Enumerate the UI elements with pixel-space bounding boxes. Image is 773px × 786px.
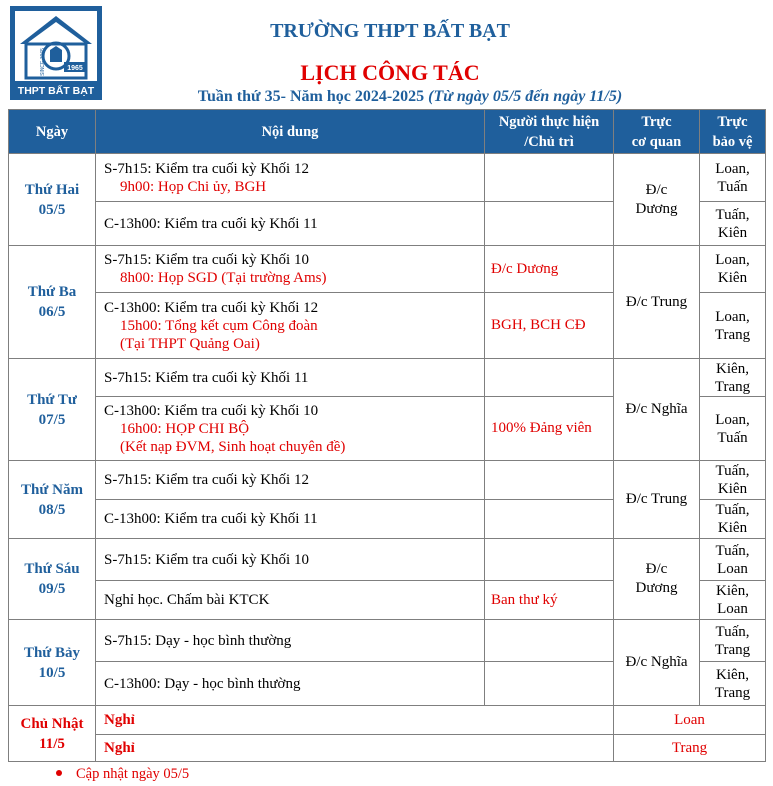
duty-cell: Loan bbox=[614, 706, 766, 735]
col-header-content: Nội dung bbox=[96, 110, 485, 154]
content-cell: S-7h15: Dạy - học bình thường bbox=[96, 620, 485, 662]
table-row bbox=[9, 246, 766, 293]
guard-cell: Loan, Trang bbox=[700, 293, 766, 359]
table-row bbox=[9, 461, 766, 500]
host-cell: BGH, BCH CĐ bbox=[485, 293, 614, 359]
duty-cell: Đ/c Dương bbox=[614, 154, 700, 246]
duty-cell: Đ/c Trung bbox=[614, 246, 700, 359]
host-cell bbox=[485, 154, 614, 202]
duty-cell: Trang bbox=[614, 735, 766, 762]
day-cell: Thứ Ba 06/5 bbox=[9, 246, 96, 359]
duty-cell: Đ/c Nghĩa bbox=[614, 359, 700, 461]
table-row bbox=[9, 735, 766, 762]
page-title: LỊCH CÔNG TÁC bbox=[300, 60, 480, 85]
content-cell: C-13h00: Kiểm tra cuối kỳ Khối 11 bbox=[96, 500, 485, 539]
guard-cell: Tuấn, Trang bbox=[700, 620, 766, 662]
duty-cell: Đ/c Dương bbox=[614, 539, 700, 620]
host-cell bbox=[485, 202, 614, 246]
guard-cell: Tuấn, Kiên bbox=[700, 202, 766, 246]
duty-cell: Đ/c Nghĩa bbox=[614, 620, 700, 706]
day-cell: Thứ Sáu 09/5 bbox=[9, 539, 96, 620]
content-cell: Nghỉ bbox=[96, 735, 614, 762]
table-row bbox=[9, 620, 766, 662]
col-header-duty: Trực cơ quan bbox=[614, 110, 700, 154]
guard-cell: Tuấn, Kiên bbox=[700, 500, 766, 539]
host-cell bbox=[485, 359, 614, 397]
guard-cell: Loan, Tuấn bbox=[700, 397, 766, 461]
day-cell: Thứ Hai 05/5 bbox=[9, 154, 96, 246]
week-subtitle bbox=[110, 88, 710, 106]
logo-year: 1965 bbox=[67, 65, 83, 72]
table-row bbox=[9, 539, 766, 581]
guard-cell: Loan, Tuấn bbox=[700, 154, 766, 202]
duty-cell: Đ/c Trung bbox=[614, 461, 700, 539]
day-cell: Thứ Năm 08/5 bbox=[9, 461, 96, 539]
host-cell: Ban thư ký bbox=[485, 581, 614, 620]
bullet-icon bbox=[56, 770, 62, 776]
host-cell bbox=[485, 620, 614, 662]
content-cell: S-7h15: Kiểm tra cuối kỳ Khối 10 bbox=[96, 539, 485, 581]
week-label: Tuần thứ 35- Năm học 2024-2025 bbox=[197, 88, 425, 105]
content-cell: C-13h00: Kiểm tra cuối kỳ Khối 12 15h00: Tổng kết cụm Công đoàn (Tại THPT Quảng Oai) bbox=[96, 293, 485, 359]
day-cell-sunday: Chủ Nhật 11/5 bbox=[9, 706, 96, 762]
update-note bbox=[56, 766, 189, 783]
logo-text: THPT BẤT BẠT bbox=[17, 85, 95, 97]
col-header-guard: Trực bảo vệ bbox=[700, 110, 766, 154]
content-cell: C-13h00: Kiểm tra cuối kỳ Khối 11 bbox=[96, 202, 485, 246]
table-header-row bbox=[9, 110, 766, 154]
update-note-text: Cập nhật ngày 05/5 bbox=[76, 766, 190, 782]
school-logo bbox=[10, 6, 102, 100]
host-cell: Đ/c Dương bbox=[485, 246, 614, 293]
host-cell bbox=[485, 461, 614, 500]
day-cell: Thứ Tư 07/5 bbox=[9, 359, 96, 461]
host-cell bbox=[485, 500, 614, 539]
guard-cell: Tuấn, Kiên bbox=[700, 461, 766, 500]
school-name: TRƯỜNG THPT BẤT BẠT bbox=[270, 20, 510, 42]
guard-cell: Kiên, Trang bbox=[700, 359, 766, 397]
content-cell: S-7h15: Kiểm tra cuối kỳ Khối 11 bbox=[96, 359, 485, 397]
content-cell: C-13h00: Dạy - học bình thường bbox=[96, 662, 485, 706]
date-range: (Từ ngày 05/5 đến ngày 11/5) bbox=[428, 88, 623, 105]
col-header-host: Người thực hiện /Chủ trì bbox=[485, 110, 614, 154]
guard-cell: Tuấn, Loan bbox=[700, 539, 766, 581]
guard-cell: Kiên, Trang bbox=[700, 662, 766, 706]
logo-since: SINCE 1965 bbox=[40, 48, 46, 76]
guard-cell: Kiên, Loan bbox=[700, 581, 766, 620]
day-cell: Thứ Bảy 10/5 bbox=[9, 620, 96, 706]
host-cell: 100% Đảng viên bbox=[485, 397, 614, 461]
table-row bbox=[9, 359, 766, 397]
table-row bbox=[9, 154, 766, 202]
content-cell: S-7h15: Kiểm tra cuối kỳ Khối 12 9h00: Họp Chi ủy, BGH bbox=[96, 154, 485, 202]
table-row bbox=[9, 706, 766, 735]
host-cell bbox=[485, 539, 614, 581]
host-cell bbox=[485, 662, 614, 706]
content-cell: Nghỉ học. Chấm bài KTCK bbox=[96, 581, 485, 620]
content-cell: Nghỉ bbox=[96, 706, 614, 735]
content-cell: C-13h00: Kiểm tra cuối kỳ Khối 10 16h00: HỌP CHI BỘ (Kết nạp ĐVM, Sinh hoạt chuyên đề) bbox=[96, 397, 485, 461]
content-cell: S-7h15: Kiểm tra cuối kỳ Khối 10 8h00: Họp SGD (Tại trường Ams) bbox=[96, 246, 485, 293]
content-cell: S-7h15: Kiểm tra cuối kỳ Khối 12 bbox=[96, 461, 485, 500]
schedule-table bbox=[8, 109, 766, 762]
col-header-day: Ngày bbox=[9, 110, 96, 154]
guard-cell: Loan, Kiên bbox=[700, 246, 766, 293]
